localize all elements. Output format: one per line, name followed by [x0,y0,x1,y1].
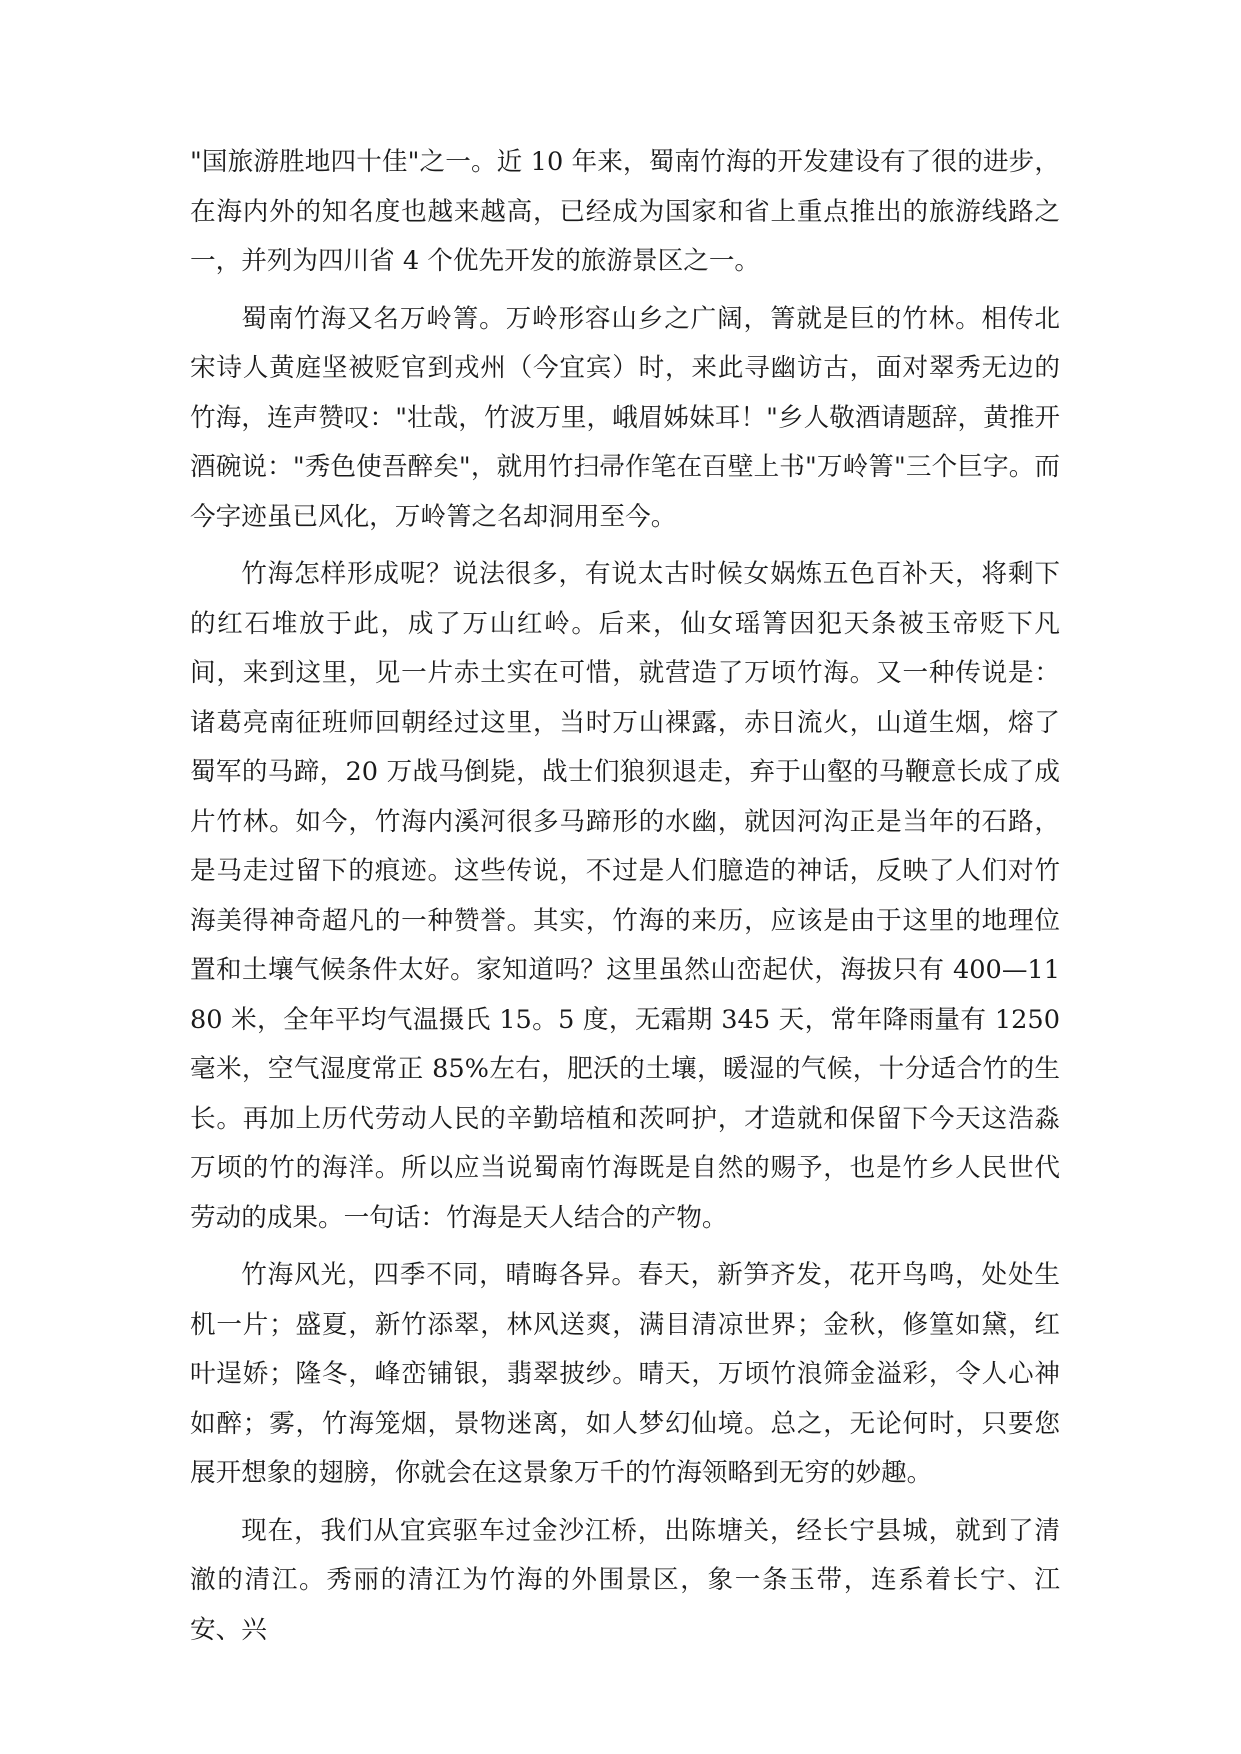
paragraph-5: 现在，我们从宜宾驱车过金沙江桥，出陈塘关，经长宁县城，就到了清澈的清江。秀丽的清江为竹海的外围景区，象一条玉带，连系着长宁、江安、兴 [190,1515,1060,1645]
paragraph-2: 蜀南竹海又名万岭箐。万岭形容山乡之广阔，箐就是巨的竹林。相传北宋诗人黄庭坚被贬官到戎州（今宜宾）时，来此寻幽访古，面对翠秀无边的竹海，连声赞叹："壮哉，竹波万里，峨眉姊妹耳！"乡人敬酒请题辞，黄推开酒碗说："秀色使吾醉矣"，就用竹扫帚作笔在百壁上书"万岭箐"三个巨字。而今字迹虽已风化，万岭箐之名却洞用至今。 [190,303,1060,532]
paragraph-4: 竹海风光，四季不同，晴晦各异。春天，新笋齐发，花开鸟鸣，处处生机一片；盛夏，新竹添翠，林风送爽，满目清凉世界；金秋，修篁如黛，红叶逞娇；隆冬，峰峦铺银，翡翠披纱。晴天，万顷竹浪筛金溢彩，令人心神如醉；雾，竹海笼烟，景物迷离，如人梦幻仙境。总之，无论何时，只要您展开想象的翅膀，你就会在这景象万千的竹海领略到无穷的妙趣。 [190,1260,1060,1488]
document-page [190,138,1060,1655]
paragraph-3: 竹海怎样形成呢？说法很多，有说太古时候女娲炼五色百补天，将剩下的红石堆放于此，成了万山红岭。后来，仙女瑶箐因犯天条被玉帝贬下凡间，来到这里，见一片赤土实在可惜，就营造了万顷竹海。又一种传说是：诸葛亮南征班师回朝经过这里，当时万山裸露，赤日流火，山道生烟，熔了蜀军的马蹄，20 万战马倒毙，战士们狼狈退走，弃于山壑的马鞭意长成了成片竹林。如今，竹海内溪河很多马蹄形的水幽，就因河沟正是当年的石路，是马走过留下的痕迹。这些传说，不过是人们臆造的神话，反映了人们对竹海美得神奇超凡的一种赞誉。其实，竹海的来历，应该是由于这里的地理位置和土壤气候条件太好。家知道吗？这里虽然山峦起伏，海拔只有 400—1180 米，全年平均气温摄氏 15。5 度，无霜期 345 天，常年降雨量有 1250 毫米，空气湿度常正 85%左右，肥沃的土壤，暖湿的气候，十分适合竹的生长。再加上历代劳动人民的辛勤培植和茨呵护，才造就和保留下今天这浩淼万顷的竹的海洋。所以应当说蜀南竹海既是自然的赐予，也是竹乡人民世代劳动的成果。一句话：竹海是天人结合的产物。 [190,559,1060,1233]
paragraph-1: "国旅游胜地四十佳"之一。近 10 年来，蜀南竹海的开发建设有了很的进步，在海内外的知名度也越来越高，已经成为国家和省上重点推出的旅游线路之一，并列为四川省 4 个优先开发的旅游景区之一。 [190,147,1060,276]
